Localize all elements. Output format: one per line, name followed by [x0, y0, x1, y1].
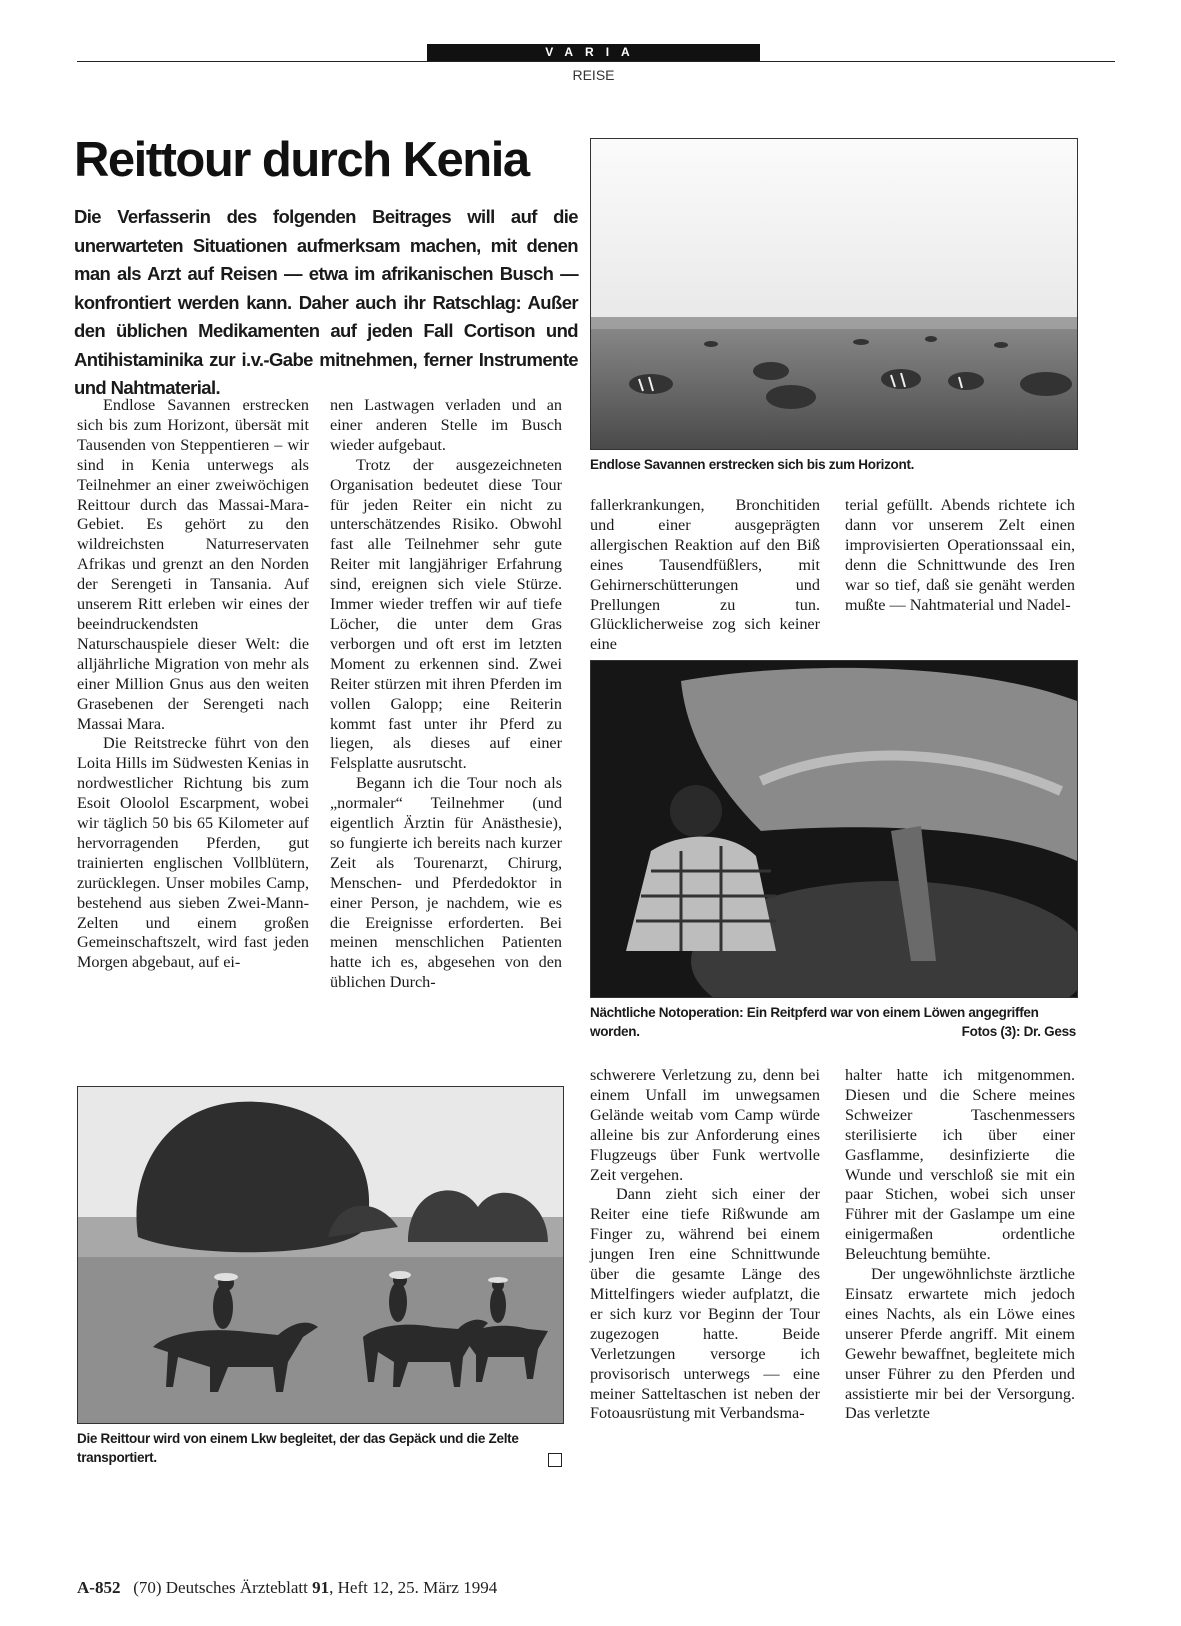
riders-photo	[77, 1086, 564, 1424]
page-alt-number: (70)	[133, 1578, 162, 1597]
riders-image	[78, 1087, 563, 1423]
section-header: VARIA	[427, 44, 760, 61]
operation-photo	[590, 660, 1078, 998]
page-number: A-852	[77, 1578, 121, 1597]
paragraph: fallerkrankungen, Bronchitiden und einer ausgeprägten allergischen Reaktion auf den Biß eines Tausendfüßlers, mit Gehirnerschütterungen und Prellungen zu tun. Glücklicherweise zog sich keiner eine	[590, 496, 820, 654]
article-lead: Die Verfasserin des folgenden Beitrages will auf die unerwarteten Situationen aufmerksam machen, mit denen man als Arzt auf Reisen — etwa im afrikanischen Busch — konfrontiert werden kann. Daher auch ihr Ratschlag: Außer den üblichen Medikamenten auf jeden Fall Cortison und Antihistaminika zur i.v.-Gabe mitnehmen, ferner Instrumente und Nahtmaterial.	[74, 206, 578, 398]
paragraph: Trotz der ausgezeichneten Organisation bedeutet diese Tour für jeden Reiter ein nicht zu unterschätzendes Risiko. Obwohl fast alle Teilnehmer sehr gute Reiter mit langjähriger Erfahrung sind, ereignen sich viele Stürze. Immer wieder treffen wir auf tiefe Löcher, die unter dem Gras verborgen und oft erst im letzten Moment zu erkennen sind. Zwei Reiter stürzen mit ihren Pferden im vollen Galopp; eine Reiterin kommt fast unter ihr Pferd zu liegen, als dieses auf einer Felsplatte ausrutscht.	[330, 455, 562, 773]
journal-name: Deutsches Ärzteblatt	[165, 1578, 308, 1597]
volume-number: 91	[312, 1578, 330, 1597]
paragraph: Dann zieht sich einer der Reiter eine tiefe Rißwunde am Finger zu, während bei einem jungen Iren eine Schnittwunde über die gesamte Länge des Mittelfingers wieder aufplatzt, die er sich kurz vor Beginn der Tour zugezogen hatte. Beide Verletzungen versorge ich provisorisch unterwegs — eine meiner Satteltaschen ist neben der Fotoausrüstung mit Verbandsma-	[590, 1185, 820, 1423]
paragraph: Begann ich die Tour noch als „normaler“ Teilnehmer (und eigentlich Ärztin für Anästhesie), so fungierte ich bereits nach kurzer Zeit als Tourenarzt, Chirurg, Menschen- und Pferdedoktor in einer Person, je nachdem, wie es die Ereignisse erforderten. Bei meinen menschlichen Patienten hatte ich es, abgesehen von den üblichen Durch-	[330, 774, 562, 992]
subsection-header: REISE	[572, 67, 615, 83]
savanna-caption: Endlose Savannen erstrecken sich bis zum Horizont.	[590, 457, 915, 472]
operation-caption-text: Nächtliche Notoperation: Ein Reitpferd war von einem Löwen angegriffen worden.	[590, 1005, 1039, 1039]
paragraph: halter hatte ich mitgenommen. Diesen und die Schere meines Schweizer Taschenmessers sterilisierte ich über einer Gasflamme, desinfizierte die Wunde und verschloß sie mit ein paar Stichen, wobei sich unser Führer mit der Gaslampe um eine einigermaßen ordentliche Beleuchtung bemühte.	[845, 1066, 1075, 1264]
paragraph: nen Lastwagen verladen und an einer anderen Stelle im Busch wieder aufgebaut.	[330, 396, 562, 454]
photo-credit: Fotos (3): Dr. Gess	[961, 1024, 1076, 1039]
header-rule	[77, 61, 1115, 62]
savanna-image	[591, 139, 1077, 449]
text-column-2	[330, 396, 562, 993]
paragraph: Die Reitstrecke führt von den Loita Hills im Südwesten Kenias in nordwestlicher Richtung bis zum Esoit Oloolol Escarpment, wobei wir täglich 50 bis 65 Kilometer auf hervorragenden Pferden, gut trainierten englischen Vollblütern, zurücklegen. Unser mobiles Camp, bestehend aus sieben Zwei-Mann-Zelten und einem großen Gemeinschaftszelt, wird fast jeden Morgen abgebaut, auf ei-	[77, 734, 309, 972]
page-footer	[77, 1578, 497, 1598]
end-of-article-box	[548, 1450, 562, 1469]
text-column-1	[77, 396, 309, 973]
text-column-3-upper	[590, 496, 820, 655]
text-column-3-lower	[590, 1066, 820, 1424]
paragraph: terial gefüllt. Abends richtete ich dann vor unserem Zelt einen improvisierten Operationssaal ein, denn die Schnittwunde des Iren war so tief, daß sie genäht werden mußte — Nahtmaterial und Nadel-	[845, 496, 1075, 614]
text-column-4-lower	[845, 1066, 1075, 1424]
paragraph: Endlose Savannen erstrecken sich bis zum Horizont, übersät mit Tausenden von Steppentieren – wir sind in Kenia unterwegs als Teilnehmer an einer zweiwöchigen Reittour durch das Massai-Mara-Gebiet. Es gehört zu den wildreichsten Naturreservaten Afrikas und grenzt an den Norden der Serengeti in Tansania. Auf unserem Ritt erleben wir eines der beeindruckendsten Naturschauspiele dieser Welt: die alljährliche Migration von mehr als einer Million Gnus aus den weiten Grasebenen der Serengeti nach Massai Mara.	[77, 396, 309, 733]
operation-image	[591, 661, 1077, 997]
savanna-photo	[590, 138, 1078, 450]
paragraph: schwerere Verletzung zu, denn bei einem Unfall im unwegsamen Gelände weitab vom Camp würde alleine bis zur Anforderung eines Flugzeugs über Funk wertvolle Zeit vergehen.	[590, 1066, 820, 1184]
paragraph: Der ungewöhnlichste ärztliche Einsatz erwartete mich jedoch eines Nachts, als ein Löwe eines unserer Pferde angriff. Mit einem Gewehr bewaffnet, begleitete mich unser Führer zu den Pferden und assistierte mir bei der Versorgung. Das verletzte	[845, 1265, 1075, 1423]
riders-caption	[77, 1429, 562, 1469]
article-title: Reittour durch Kenia	[74, 133, 529, 187]
operation-caption	[590, 1003, 1076, 1041]
text-column-4-upper	[845, 496, 1075, 615]
riders-caption-text: Die Reittour wird von einem Lkw begleitet, der das Gepäck und die Zelte transportiert.	[77, 1431, 519, 1465]
issue-info: , Heft 12, 25. März 1994	[329, 1578, 498, 1597]
